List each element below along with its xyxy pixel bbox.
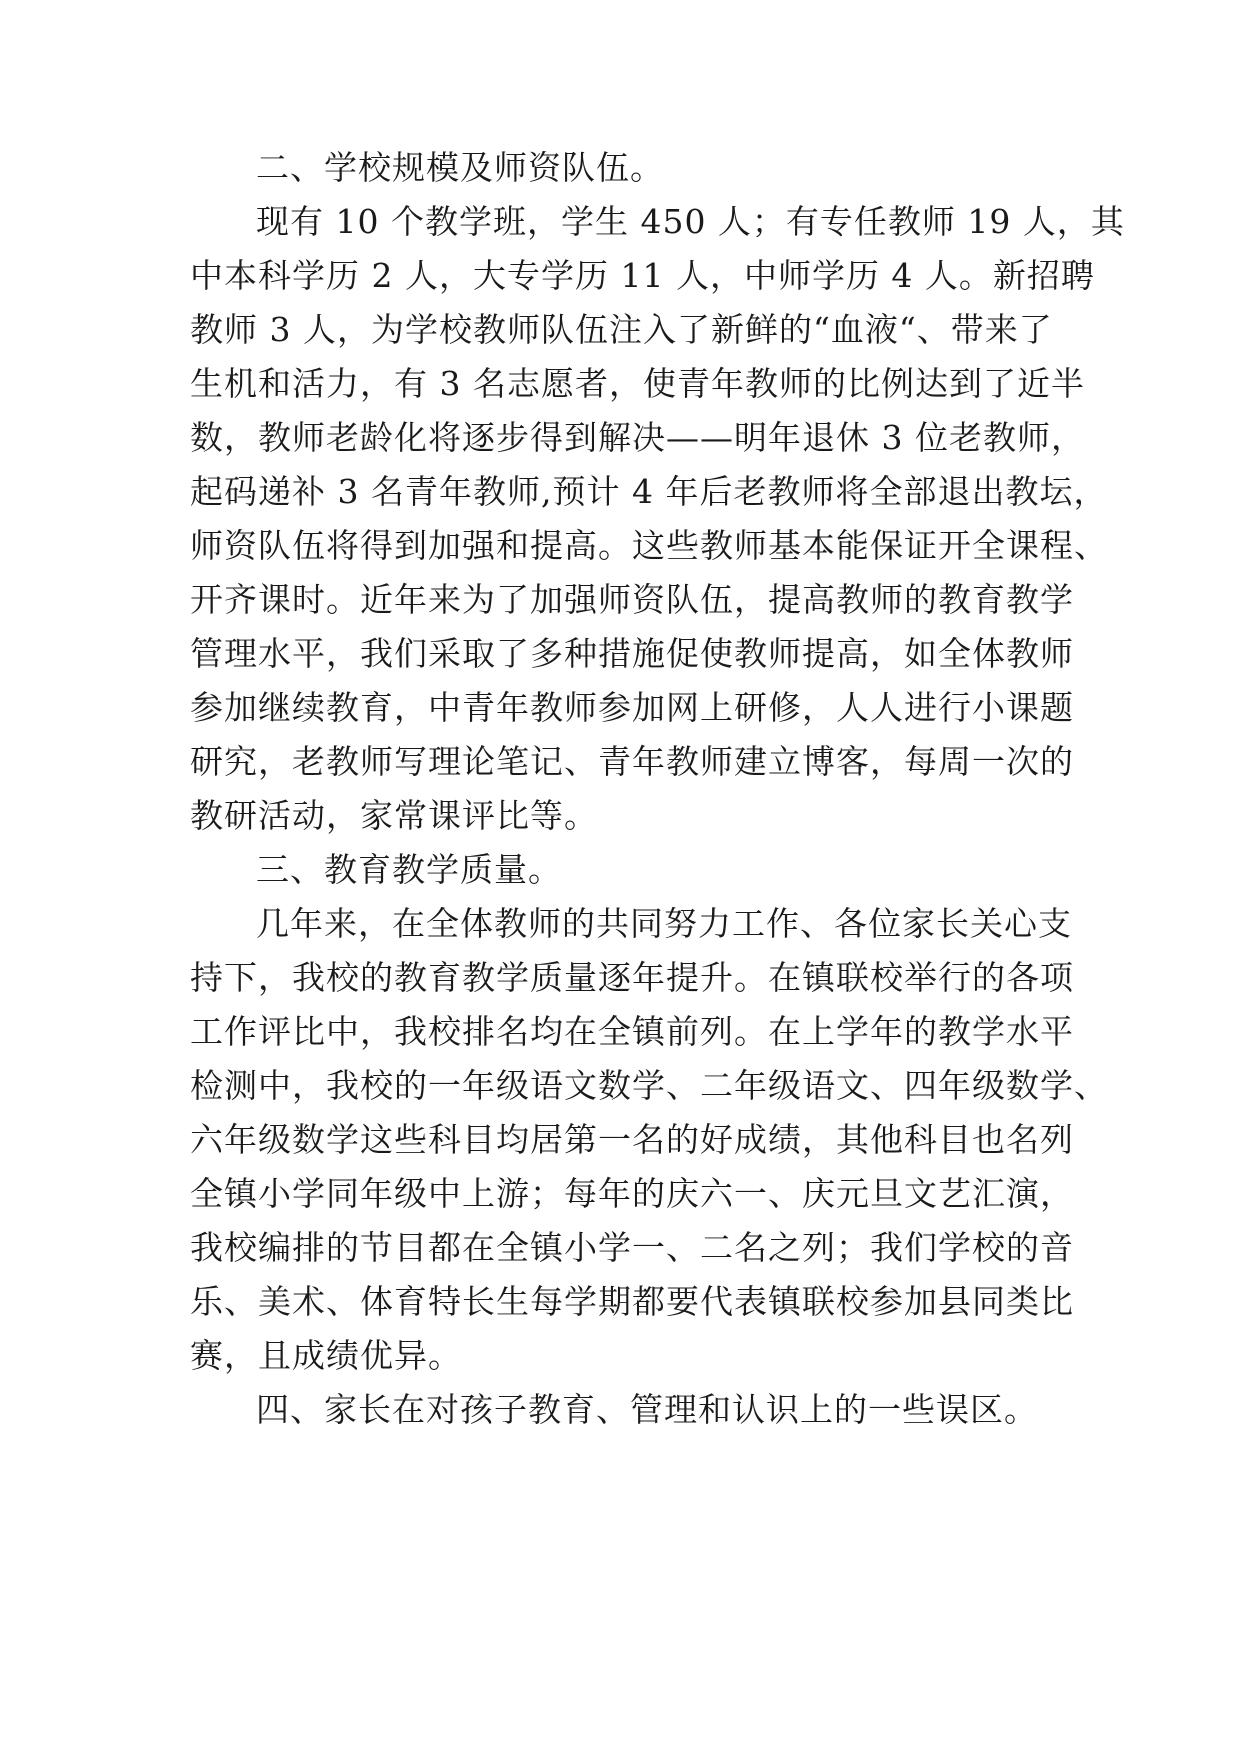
paragraph-line: 持下，我校的教育教学质量逐年提升。在镇联校举行的各项 (190, 958, 1074, 997)
paragraph-line: 赛，且成绩优异。 (190, 1336, 462, 1375)
paragraph-line: 检测中，我校的一年级语文数学、二年级语文、四年级数学、 (190, 1066, 1108, 1105)
paragraph-line: 生机和活力，有 3 名志愿者，使青年教师的比例达到了近半 (190, 364, 1085, 403)
paragraph-line: 参加继续教育，中青年教师参加网上研修，人人进行小课题 (190, 688, 1074, 727)
paragraph-line: 现有 10 个教学班，学生 450 人；有专任教师 19 人，其 (256, 202, 1125, 241)
paragraph-line: 教研活动，家常课评比等。 (190, 796, 598, 835)
paragraph-line: 我校编排的节目都在全镇小学一、二名之列；我们学校的音 (190, 1228, 1074, 1267)
paragraph-line: 数，教师老龄化将逐步得到解决——明年退休 3 位老教师， (190, 418, 1085, 457)
paragraph-line: 几年来，在全体教师的共同努力工作、各位家长关心支 (256, 904, 1072, 943)
heading-school-scale-staff: 二、学校规模及师资队伍。 (256, 148, 664, 187)
paragraph-line: 教师 3 人，为学校教师队伍注入了新鲜的“血液“、带来了 (190, 310, 1053, 349)
paragraph-line: 六年级数学这些科目均居第一名的好成绩，其他科目也名列 (190, 1120, 1074, 1159)
paragraph-line: 开齐课时。近年来为了加强师资队伍，提高教师的教育教学 (190, 580, 1074, 619)
paragraph-line: 研究，老教师写理论笔记、青年教师建立博客，每周一次的 (190, 742, 1074, 781)
heading-parent-misconceptions: 四、家长在对孩子教育、管理和认识上的一些误区。 (256, 1390, 1038, 1429)
paragraph-line: 起码递补 3 名青年教师,预计 4 年后老教师将全部退出教坛， (190, 472, 1108, 511)
paragraph-line: 师资队伍将得到加强和提高。这些教师基本能保证开全课程、 (190, 526, 1108, 565)
heading-teaching-quality: 三、教育教学质量。 (256, 850, 562, 889)
paragraph-line: 工作评比中，我校排名均在全镇前列。在上学年的教学水平 (190, 1012, 1074, 1051)
paragraph-line: 管理水平，我们采取了多种措施促使教师提高，如全体教师 (190, 634, 1074, 673)
paragraph-line: 乐、美术、体育特长生每学期都要代表镇联校参加县同类比 (190, 1282, 1074, 1321)
paragraph-line: 全镇小学同年级中上游；每年的庆六一、庆元旦文艺汇演， (190, 1174, 1074, 1213)
paragraph-line: 中本科学历 2 人，大专学历 11 人，中师学历 4 人。新招聘 (190, 256, 1095, 295)
